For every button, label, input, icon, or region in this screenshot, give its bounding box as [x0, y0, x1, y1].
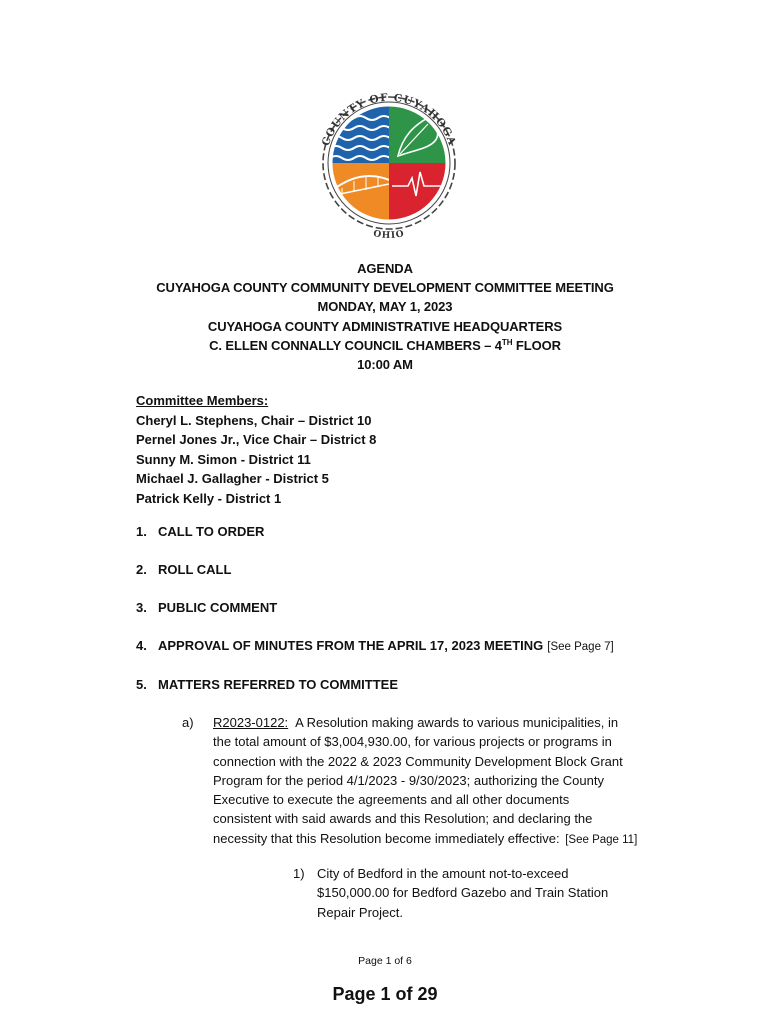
meeting-building: CUYAHOGA COUNTY ADMINISTRATIVE HEADQUARTERS [207, 318, 563, 334]
resolution-line: Program for the period 4/1/2023 - 9/30/2023; authorizing the County [213, 772, 604, 788]
award-item [293, 864, 653, 922]
item-number: 5. [136, 677, 147, 692]
agenda-item-public-comment [136, 600, 277, 616]
committee-member: Patrick Kelly - District 1 [136, 490, 282, 506]
svg-text:OHIO [372, 229, 405, 241]
seal-top-text: COUNTY OF CUYAHOGA [319, 91, 459, 148]
resolution-line: connection with the 2022 & 2023 Community Development Block Grant [213, 753, 623, 769]
item-number: 4. [136, 638, 147, 653]
page-reference: [See Page 11] [565, 833, 638, 846]
resolution-line-text: necessity that this Resolution become immediately effective: [213, 830, 560, 846]
item-text: MATTERS REFERRED TO COMMITTEE [158, 677, 399, 692]
resolution-line: the total amount of $3,004,930.00, for various projects or programs in [213, 734, 612, 750]
resolution-number: R2023-0122: [213, 715, 289, 730]
item-text: CALL TO ORDER [158, 524, 265, 539]
page-reference: [See Page 7] [547, 641, 614, 653]
committee-members [136, 391, 376, 508]
resolution-line: Executive to execute the agreements and all other documents [213, 792, 570, 808]
meeting-time: 10:00 AM [357, 357, 413, 373]
subitem-letter: a) [182, 715, 194, 730]
item-text: ROLL CALL [158, 562, 232, 577]
committee-member: Sunny M. Simon - District 11 [136, 451, 311, 467]
committee-heading: Committee Members: [136, 393, 269, 408]
resolution-line [213, 713, 672, 732]
resolution-line: consistent with said awards and this Resolution; and declaring the [213, 811, 593, 827]
page-stamp: Page 1 of 29 [332, 984, 438, 1004]
agenda-item-approval-of-minutes [136, 638, 614, 655]
page-footer: Page 1 of 6 [358, 955, 412, 967]
committee-member: Cheryl L. Stephens, Chair – District 10 [136, 412, 372, 428]
item-number: 3. [136, 600, 147, 615]
meeting-name: CUYAHOGA COUNTY COMMUNITY DEVELOPMENT COMMITTEE MEETING [156, 280, 614, 296]
committee-member: Michael J. Gallagher - District 5 [136, 471, 329, 486]
meeting-room [0, 336, 770, 355]
seal-bottom-text: OHIO [372, 229, 406, 242]
agenda-item-call-to-order [136, 524, 264, 540]
meeting-date: MONDAY, MAY 1, 2023 [317, 299, 453, 315]
award-line: City of Bedford in the amount not-to-exceed [317, 866, 569, 881]
meeting-room-text: C. ELLEN CONNALLY COUNCIL CHAMBERS – 4 [209, 337, 502, 353]
resolution-text [213, 713, 672, 850]
item-number: 1. [136, 524, 147, 539]
floor-ordinal: TH [501, 337, 513, 347]
meeting-room-floor: FLOOR [512, 337, 561, 353]
agenda-item-matters-referred [136, 677, 398, 693]
county-seal-logo [316, 84, 462, 242]
award-line: $150,000.00 for Bedford Gazebo and Train Station [317, 885, 609, 901]
award-text [317, 864, 653, 922]
resolution-subitem [182, 713, 672, 850]
resolution-line [213, 829, 672, 850]
committee-member: Pernel Jones Jr., Vice Chair – District 8 [136, 432, 377, 447]
item-text: APPROVAL OF MINUTES FROM THE APRIL 17, 2023 MEETING [158, 638, 544, 653]
agenda-title: AGENDA [357, 261, 413, 276]
agenda-header [0, 259, 770, 374]
item-number: 2. [136, 562, 147, 577]
award-number: 1) [293, 866, 305, 881]
item-text: PUBLIC COMMENT [158, 600, 278, 615]
award-line: Repair Project. [317, 904, 403, 920]
resolution-line-text: A Resolution making awards to various municipalities, in [295, 715, 619, 730]
agenda-item-roll-call [136, 562, 231, 578]
